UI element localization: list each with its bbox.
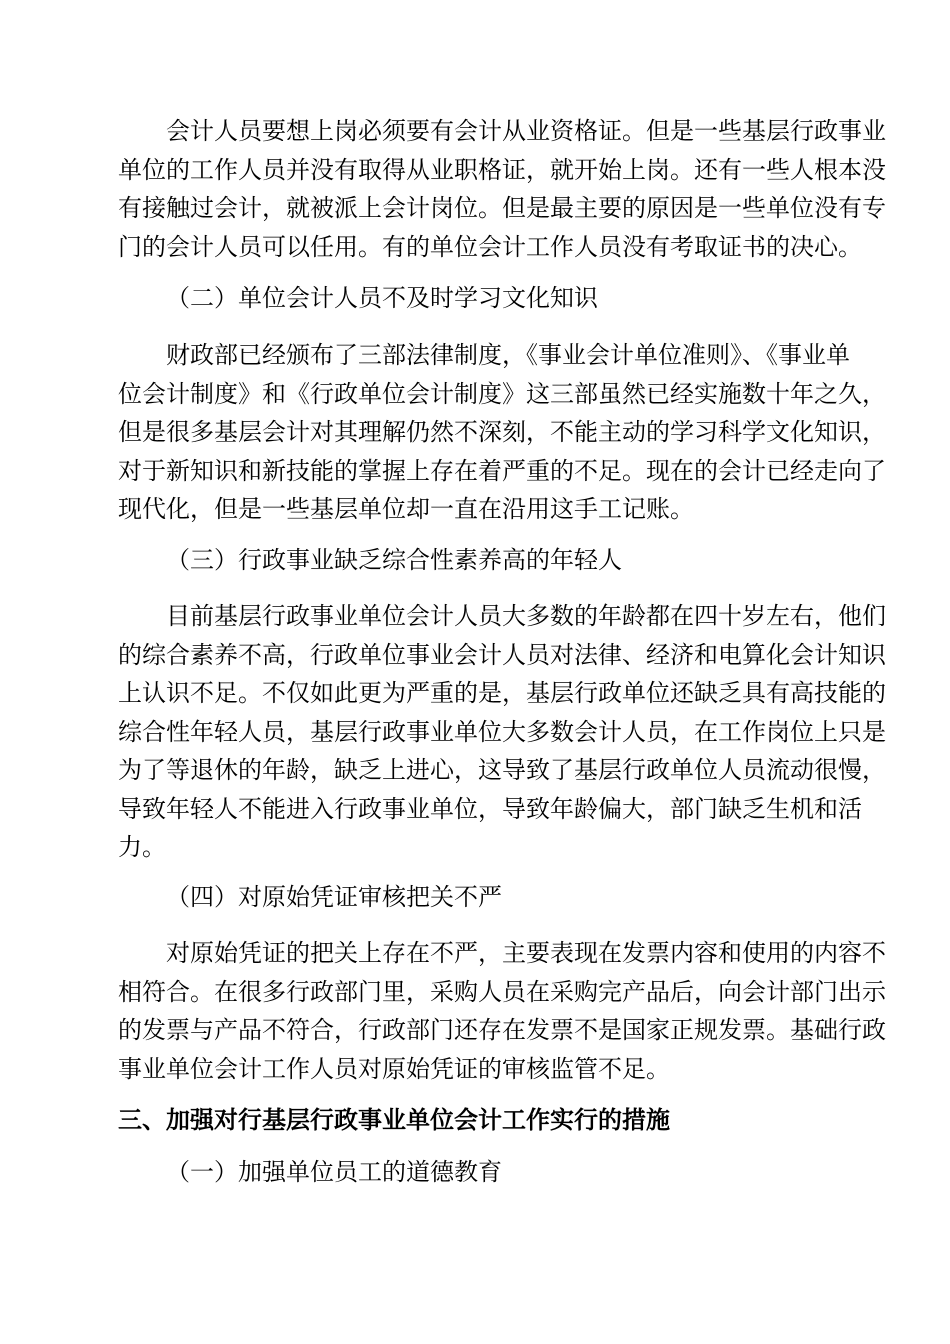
paragraph-line: 财政部已经颁布了三部法律制度，《事业会计单位准则》、《事业单 <box>166 341 850 369</box>
paragraph-line: 综合性年轻人员，基层行政事业单位大多数会计人员，在工作岗位上只是 <box>118 717 886 746</box>
paragraph-line: 对原始凭证的把关上存在不严，主要表现在发票内容和使用的内容不 <box>166 939 886 967</box>
paragraph-qualification <box>118 112 886 266</box>
paragraph-learning <box>118 336 886 529</box>
paragraph-line: 门的会计人员可以任用。有的单位会计工作人员没有考取证书的决心。 <box>118 232 862 261</box>
paragraph-line: 为了等退休的年龄，缺乏上进心，这导致了基层行政单位人员流动很慢， <box>118 756 886 784</box>
paragraph-line: 会计人员要想上岗必须要有会计从业资格证。但是一些基层行政事业 <box>166 117 886 145</box>
subheading-learning: （二）单位会计人员不及时学习文化知识 <box>166 284 598 312</box>
paragraph-line: 相符合。在很多行政部门里，采购人员在采购完产品后，向会计部门出示 <box>118 977 886 1006</box>
paragraph-voucher-review <box>118 934 886 1088</box>
paragraph-line: 现代化，但是一些基层单位却一直在沿用这手工记账。 <box>118 495 694 523</box>
paragraph-line: 上认识不足。不仅如此更为严重的是，基层行政单位还缺乏具有高技能的 <box>118 679 886 707</box>
paragraph-line: 对于新知识和新技能的掌握上存在着严重的不足。现在的会计已经走向了 <box>118 456 886 485</box>
paragraph-line: 事业单位会计工作人员对原始凭证的审核监管不足。 <box>118 1054 670 1083</box>
subheading-young-staff: （三）行政事业缺乏综合性素养高的年轻人 <box>166 546 622 574</box>
subheading-voucher-review: （四）对原始凭证审核把关不严 <box>166 883 502 911</box>
paragraph-line: 位会计制度》和《行政单位会计制度》这三部虽然已经实施数十年之久， <box>118 379 886 408</box>
paragraph-line: 的发票与产品不符合，行政部门还存在发票不是国家正规发票。基础行政 <box>118 1016 886 1044</box>
paragraph-line: 导致年轻人不能进入行政事业单位，导致年龄偏大，部门缺乏生机和活 <box>118 794 862 823</box>
paragraph-young-staff <box>118 597 886 867</box>
paragraph-line: 的综合素养不高，行政单位事业会计人员对法律、经济和电算化会计知识 <box>118 640 886 669</box>
paragraph-line: 但是很多基层会计对其理解仍然不深刻，不能主动的学习科学文化知识， <box>118 418 886 446</box>
paragraph-line: 力。 <box>118 833 166 861</box>
section-heading: 三、加强对行基层行政事业单位会计工作实行的措施 <box>118 1105 670 1134</box>
paragraph-line: 单位的工作人员并没有取得从业职格证，就开始上岗。还有一些人根本没 <box>118 155 886 184</box>
subheading-ethics-education: （一）加强单位员工的道德教育 <box>166 1158 502 1186</box>
paragraph-line: 有接触过会计，就被派上会计岗位。但是最主要的原因是一些单位没有专 <box>118 194 886 222</box>
paragraph-line: 目前基层行政事业单位会计人员大多数的年龄都在四十岁左右，他们 <box>166 602 886 630</box>
